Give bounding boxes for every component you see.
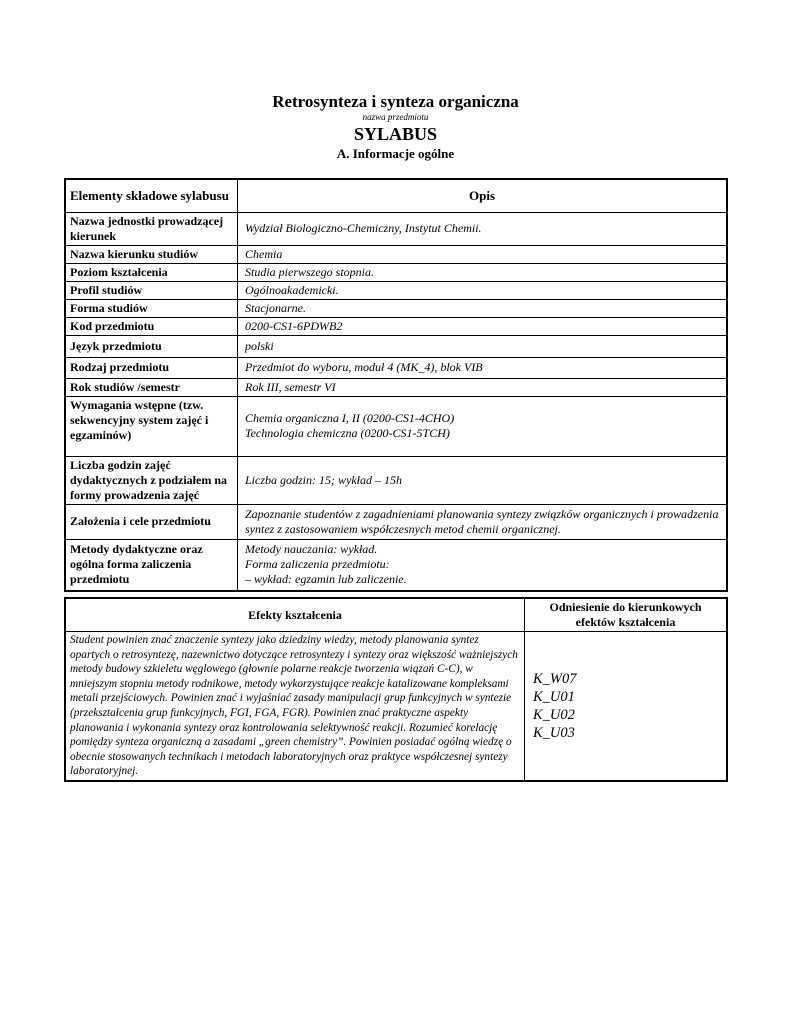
row-label: Forma studiów [65, 299, 238, 317]
row-value: Przedmiot do wyboru, moduł 4 (MK_4), blok VIB [238, 357, 728, 378]
course-title: Retrosynteza i synteza organiczna [272, 92, 519, 111]
row-label: Poziom kształcenia [65, 263, 238, 281]
table-row [65, 299, 727, 317]
table-row [65, 539, 727, 591]
row-value: Ogólnoakademicki. [238, 281, 728, 299]
outcome-codes [525, 632, 728, 781]
table-row [65, 456, 727, 504]
section-heading: A. Informacje ogólne [336, 146, 455, 161]
outcome-code: K_U02 [533, 706, 575, 723]
header-description: Opis [238, 179, 728, 212]
outcome-code: K_U03 [533, 724, 575, 741]
row-label: Profil studiów [65, 281, 238, 299]
table-header-row [65, 598, 727, 632]
row-value: Chemia [238, 245, 728, 263]
row-value-line: Technologia chemiczna (0200-CS1-5TCH) [245, 426, 450, 440]
row-label: Liczba godzin zajęć dydaktycznych z podziałem na formy prowadzenia zajęć [65, 456, 238, 504]
row-value-line: Metody nauczania: wykład. [245, 542, 378, 557]
learning-outcomes-table [64, 597, 728, 782]
row-label: Wymagania wstępne (tzw. sekwencyjny system zajęć i egzaminów) [65, 396, 238, 456]
course-title-caption: nazwa przedmiotu [362, 112, 429, 122]
row-value-line: Forma zaliczenia przedmiotu: [245, 557, 390, 572]
row-label: Kod przedmiotu [65, 317, 238, 335]
general-info-table [64, 178, 728, 592]
syllabus-heading: SYLABUS [353, 124, 438, 144]
table-row [65, 317, 727, 335]
row-label: Nazwa kierunku studiów [65, 245, 238, 263]
outcome-code: K_U01 [533, 688, 575, 705]
header-references: Odniesienie do kierunkowych efektów kształcenia [525, 598, 728, 632]
row-label: Rodzaj przedmiotu [65, 357, 238, 378]
table-row [65, 245, 727, 263]
row-value: Zapoznanie studentów z zagadnieniami planowania syntezy związków organicznych i prowadzenia syntez z zastosowaniem współczesnych metod chemii organicznej. [238, 504, 728, 539]
table-row [65, 212, 727, 245]
table-row [65, 335, 727, 357]
table-header-row [65, 179, 727, 212]
row-value: polski [238, 335, 728, 357]
header-outcomes: Efekty kształcenia [65, 598, 525, 632]
table-row [65, 504, 727, 539]
table-row [65, 357, 727, 378]
outcomes-text: Student powinien znać znaczenie syntezy jako dziedziny wiedzy, metody planowania syntez opartych o retrosyntezę, nazewnictwo dotyczące retrosyntezy i syntezy oraz większość ważniejszych metody budowy szkieletu węglowego (głownie polarne reakcje tworzenia wiązań C-C), w mniejszym stopniu metody rodnikowe, metody wykorzystujące reakcje katalizowane kompleksami metali przejściowych. Powinien znać i wyjaśniać zasady manipulacji grup funkcyjnych w syntezie (przekształcenia grup funkcyjnych, FGI, FGA, FGR). Powinien znać praktyczne aspekty planowania i wykonania syntezy oraz kontrolowania selektywność reakcji. Rozumieć korelację pomiędzy synteza organiczną a zasadami „green chemistry”. Powinien posiadać ogólną wiedzę o obecnie stosowanych technikach i metodach laboratoryjnych oraz praktyce współczesnej syntezy laboratoryjnej. [65, 632, 525, 781]
row-label: Rok studiów /semestr [65, 378, 238, 396]
row-value-line: Chemia organiczna I, II (0200-CS1-4CHO) [245, 411, 455, 425]
table-row [65, 281, 727, 299]
row-label: Nazwa jednostki prowadzącej kierunek [65, 212, 238, 245]
row-value: 0200-CS1-6PDWB2 [238, 317, 728, 335]
row-label: Metody dydaktyczne oraz ogólna forma zaliczenia przedmiotu [65, 539, 238, 591]
row-value: Wydział Biologiczno-Chemiczny, Instytut Chemii. [238, 212, 728, 245]
row-value: Rok III, semestr VI [238, 378, 728, 396]
table-row [65, 378, 727, 396]
table-row [65, 263, 727, 281]
row-value: Stacjonarne. [238, 299, 728, 317]
table-row [65, 396, 727, 456]
row-value: Liczba godzin: 15; wykład – 15h [238, 456, 728, 504]
row-value: Studia pierwszego stopnia. [238, 263, 728, 281]
row-label: Język przedmiotu [65, 335, 238, 357]
table-row [65, 632, 727, 781]
row-label: Założenia i cele przedmiotu [65, 504, 238, 539]
row-value [238, 396, 728, 456]
outcome-code: K_W07 [533, 670, 577, 687]
row-value-line: – wykład: egzamin lub zaliczenie. [245, 572, 407, 587]
row-value [238, 539, 728, 591]
header-elements: Elementy składowe sylabusu [65, 179, 238, 212]
